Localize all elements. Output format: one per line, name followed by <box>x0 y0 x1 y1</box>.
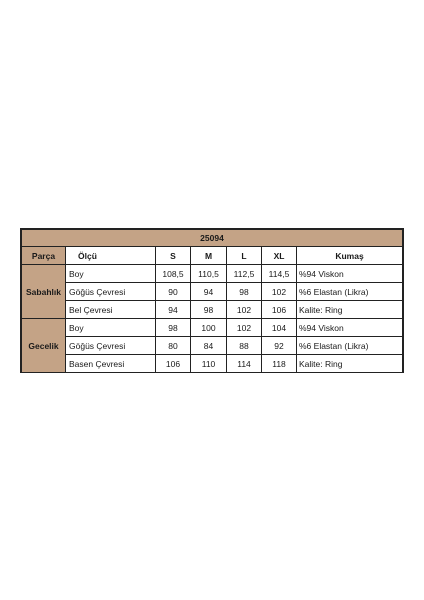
fabric-cell: %94 Viskon <box>297 319 403 337</box>
header-size-xl: XL <box>262 247 297 265</box>
header-size-l: L <box>227 247 262 265</box>
value-cell: 98 <box>227 283 262 301</box>
value-cell: 98 <box>156 319 191 337</box>
value-cell: 102 <box>227 301 262 319</box>
value-cell: 114,5 <box>262 265 297 283</box>
header-part: Parça <box>22 247 66 265</box>
value-cell: 90 <box>156 283 191 301</box>
measure-cell: Boy <box>66 319 156 337</box>
measure-cell: Göğüs Çevresi <box>66 337 156 355</box>
size-chart <box>20 228 404 373</box>
value-cell: 102 <box>227 319 262 337</box>
group-label-sabahlik: Sabahlık <box>22 265 66 319</box>
value-cell: 100 <box>191 319 227 337</box>
value-cell: 88 <box>227 337 262 355</box>
group-label-gecelik: Gecelik <box>22 319 66 373</box>
value-cell: 102 <box>262 283 297 301</box>
table-row <box>22 283 403 301</box>
header-fabric: Kumaş <box>297 247 403 265</box>
table-row <box>22 337 403 355</box>
header-measure: Ölçü <box>66 247 156 265</box>
fabric-cell: Kalite: Ring <box>297 301 403 319</box>
product-code: 25094 <box>22 230 403 247</box>
value-cell: 104 <box>262 319 297 337</box>
table-row <box>22 301 403 319</box>
fabric-cell: %94 Viskon <box>297 265 403 283</box>
fabric-cell: %6 Elastan (Likra) <box>297 337 403 355</box>
fabric-cell: Kalite: Ring <box>297 355 403 373</box>
value-cell: 112,5 <box>227 265 262 283</box>
measure-cell: Boy <box>66 265 156 283</box>
value-cell: 106 <box>262 301 297 319</box>
value-cell: 80 <box>156 337 191 355</box>
measure-cell: Göğüs Çevresi <box>66 283 156 301</box>
value-cell: 94 <box>156 301 191 319</box>
measure-cell: Basen Çevresi <box>66 355 156 373</box>
value-cell: 98 <box>191 301 227 319</box>
size-table <box>21 229 403 373</box>
header-size-m: M <box>191 247 227 265</box>
value-cell: 110,5 <box>191 265 227 283</box>
value-cell: 92 <box>262 337 297 355</box>
value-cell: 94 <box>191 283 227 301</box>
value-cell: 110 <box>191 355 227 373</box>
value-cell: 118 <box>262 355 297 373</box>
measure-cell: Bel Çevresi <box>66 301 156 319</box>
value-cell: 108,5 <box>156 265 191 283</box>
table-row <box>22 355 403 373</box>
header-size-s: S <box>156 247 191 265</box>
fabric-cell: %6 Elastan (Likra) <box>297 283 403 301</box>
value-cell: 84 <box>191 337 227 355</box>
value-cell: 114 <box>227 355 262 373</box>
value-cell: 106 <box>156 355 191 373</box>
table-row <box>22 319 403 337</box>
table-row <box>22 265 403 283</box>
